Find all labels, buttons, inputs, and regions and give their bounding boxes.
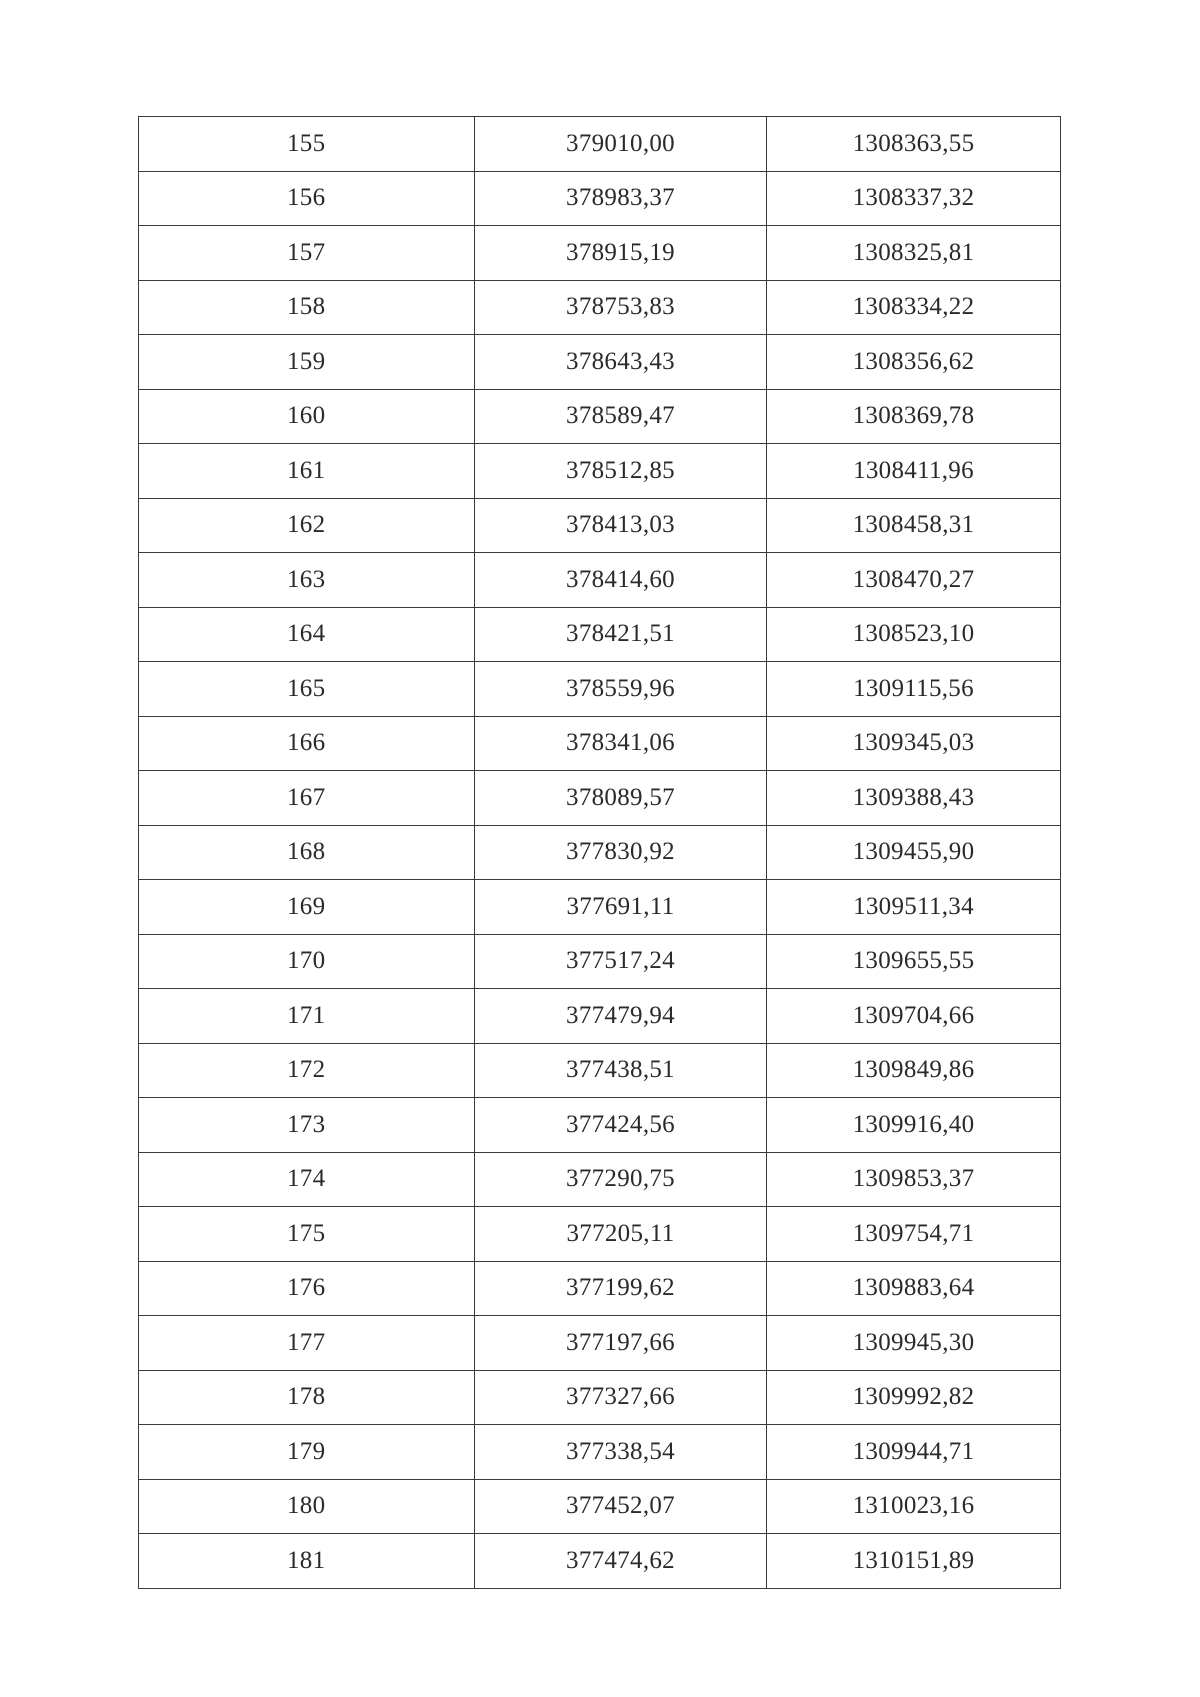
x-coordinate-cell: 378413,03 — [475, 498, 767, 553]
table-row — [139, 1152, 1061, 1207]
y-coordinate-cell: 1308334,22 — [767, 280, 1061, 335]
point-number-cell: 171 — [139, 989, 475, 1044]
table-row — [139, 716, 1061, 771]
x-coordinate-cell: 377691,11 — [475, 880, 767, 935]
y-coordinate-cell: 1308523,10 — [767, 607, 1061, 662]
x-coordinate-cell: 378559,96 — [475, 662, 767, 717]
y-coordinate-cell: 1308369,78 — [767, 389, 1061, 444]
point-number-cell: 172 — [139, 1043, 475, 1098]
table-row — [139, 825, 1061, 880]
point-number-cell: 176 — [139, 1261, 475, 1316]
y-coordinate-cell: 1309704,66 — [767, 989, 1061, 1044]
y-coordinate-cell: 1309883,64 — [767, 1261, 1061, 1316]
table-body — [139, 117, 1061, 1589]
x-coordinate-cell: 377830,92 — [475, 825, 767, 880]
x-coordinate-cell: 378643,43 — [475, 335, 767, 390]
table-row — [139, 335, 1061, 390]
table-row — [139, 1261, 1061, 1316]
y-coordinate-cell: 1308411,96 — [767, 444, 1061, 499]
point-number-cell: 178 — [139, 1370, 475, 1425]
x-coordinate-cell: 378421,51 — [475, 607, 767, 662]
point-number-cell: 158 — [139, 280, 475, 335]
point-number-cell: 169 — [139, 880, 475, 935]
y-coordinate-cell: 1308363,55 — [767, 117, 1061, 172]
point-number-cell: 167 — [139, 771, 475, 826]
table-row — [139, 553, 1061, 608]
table-row — [139, 1479, 1061, 1534]
y-coordinate-cell: 1309655,55 — [767, 934, 1061, 989]
y-coordinate-cell: 1309945,30 — [767, 1316, 1061, 1371]
x-coordinate-cell: 377338,54 — [475, 1425, 767, 1480]
point-number-cell: 179 — [139, 1425, 475, 1480]
y-coordinate-cell: 1310023,16 — [767, 1479, 1061, 1534]
x-coordinate-cell: 378753,83 — [475, 280, 767, 335]
point-number-cell: 181 — [139, 1534, 475, 1589]
point-number-cell: 157 — [139, 226, 475, 281]
table-row — [139, 662, 1061, 717]
x-coordinate-cell: 378589,47 — [475, 389, 767, 444]
table-row — [139, 1534, 1061, 1589]
table-row — [139, 1316, 1061, 1371]
table-row — [139, 989, 1061, 1044]
point-number-cell: 164 — [139, 607, 475, 662]
y-coordinate-cell: 1309853,37 — [767, 1152, 1061, 1207]
x-coordinate-cell: 378512,85 — [475, 444, 767, 499]
point-number-cell: 155 — [139, 117, 475, 172]
y-coordinate-cell: 1308325,81 — [767, 226, 1061, 281]
x-coordinate-cell: 378915,19 — [475, 226, 767, 281]
x-coordinate-cell: 378414,60 — [475, 553, 767, 608]
x-coordinate-cell: 377517,24 — [475, 934, 767, 989]
x-coordinate-cell: 377197,66 — [475, 1316, 767, 1371]
table-row — [139, 226, 1061, 281]
y-coordinate-cell: 1308458,31 — [767, 498, 1061, 553]
point-number-cell: 180 — [139, 1479, 475, 1534]
y-coordinate-cell: 1309916,40 — [767, 1098, 1061, 1153]
point-number-cell: 162 — [139, 498, 475, 553]
table-row — [139, 280, 1061, 335]
y-coordinate-cell: 1309345,03 — [767, 716, 1061, 771]
y-coordinate-cell: 1309849,86 — [767, 1043, 1061, 1098]
table-row — [139, 1207, 1061, 1262]
table-row — [139, 1370, 1061, 1425]
table-row — [139, 880, 1061, 935]
table-row — [139, 1098, 1061, 1153]
y-coordinate-cell: 1308337,32 — [767, 171, 1061, 226]
point-number-cell: 163 — [139, 553, 475, 608]
table-row — [139, 117, 1061, 172]
coordinates-table — [138, 116, 1061, 1589]
point-number-cell: 174 — [139, 1152, 475, 1207]
y-coordinate-cell: 1308356,62 — [767, 335, 1061, 390]
y-coordinate-cell: 1309511,34 — [767, 880, 1061, 935]
point-number-cell: 160 — [139, 389, 475, 444]
x-coordinate-cell: 377205,11 — [475, 1207, 767, 1262]
point-number-cell: 159 — [139, 335, 475, 390]
point-number-cell: 165 — [139, 662, 475, 717]
point-number-cell: 173 — [139, 1098, 475, 1153]
y-coordinate-cell: 1308470,27 — [767, 553, 1061, 608]
table-row — [139, 607, 1061, 662]
y-coordinate-cell: 1309992,82 — [767, 1370, 1061, 1425]
table-row — [139, 1043, 1061, 1098]
point-number-cell: 177 — [139, 1316, 475, 1371]
y-coordinate-cell: 1310151,89 — [767, 1534, 1061, 1589]
point-number-cell: 156 — [139, 171, 475, 226]
x-coordinate-cell: 377290,75 — [475, 1152, 767, 1207]
point-number-cell: 168 — [139, 825, 475, 880]
x-coordinate-cell: 379010,00 — [475, 117, 767, 172]
x-coordinate-cell: 377479,94 — [475, 989, 767, 1044]
table-row — [139, 771, 1061, 826]
y-coordinate-cell: 1309388,43 — [767, 771, 1061, 826]
x-coordinate-cell: 377199,62 — [475, 1261, 767, 1316]
x-coordinate-cell: 377327,66 — [475, 1370, 767, 1425]
x-coordinate-cell: 377474,62 — [475, 1534, 767, 1589]
x-coordinate-cell: 377424,56 — [475, 1098, 767, 1153]
y-coordinate-cell: 1309455,90 — [767, 825, 1061, 880]
y-coordinate-cell: 1309115,56 — [767, 662, 1061, 717]
table-row — [139, 444, 1061, 499]
table-row — [139, 1425, 1061, 1480]
x-coordinate-cell: 378341,06 — [475, 716, 767, 771]
x-coordinate-cell: 378089,57 — [475, 771, 767, 826]
table-row — [139, 171, 1061, 226]
table-row — [139, 498, 1061, 553]
point-number-cell: 166 — [139, 716, 475, 771]
table-row — [139, 934, 1061, 989]
x-coordinate-cell: 377452,07 — [475, 1479, 767, 1534]
x-coordinate-cell: 377438,51 — [475, 1043, 767, 1098]
y-coordinate-cell: 1309754,71 — [767, 1207, 1061, 1262]
table-row — [139, 389, 1061, 444]
x-coordinate-cell: 378983,37 — [475, 171, 767, 226]
point-number-cell: 175 — [139, 1207, 475, 1262]
point-number-cell: 161 — [139, 444, 475, 499]
point-number-cell: 170 — [139, 934, 475, 989]
y-coordinate-cell: 1309944,71 — [767, 1425, 1061, 1480]
